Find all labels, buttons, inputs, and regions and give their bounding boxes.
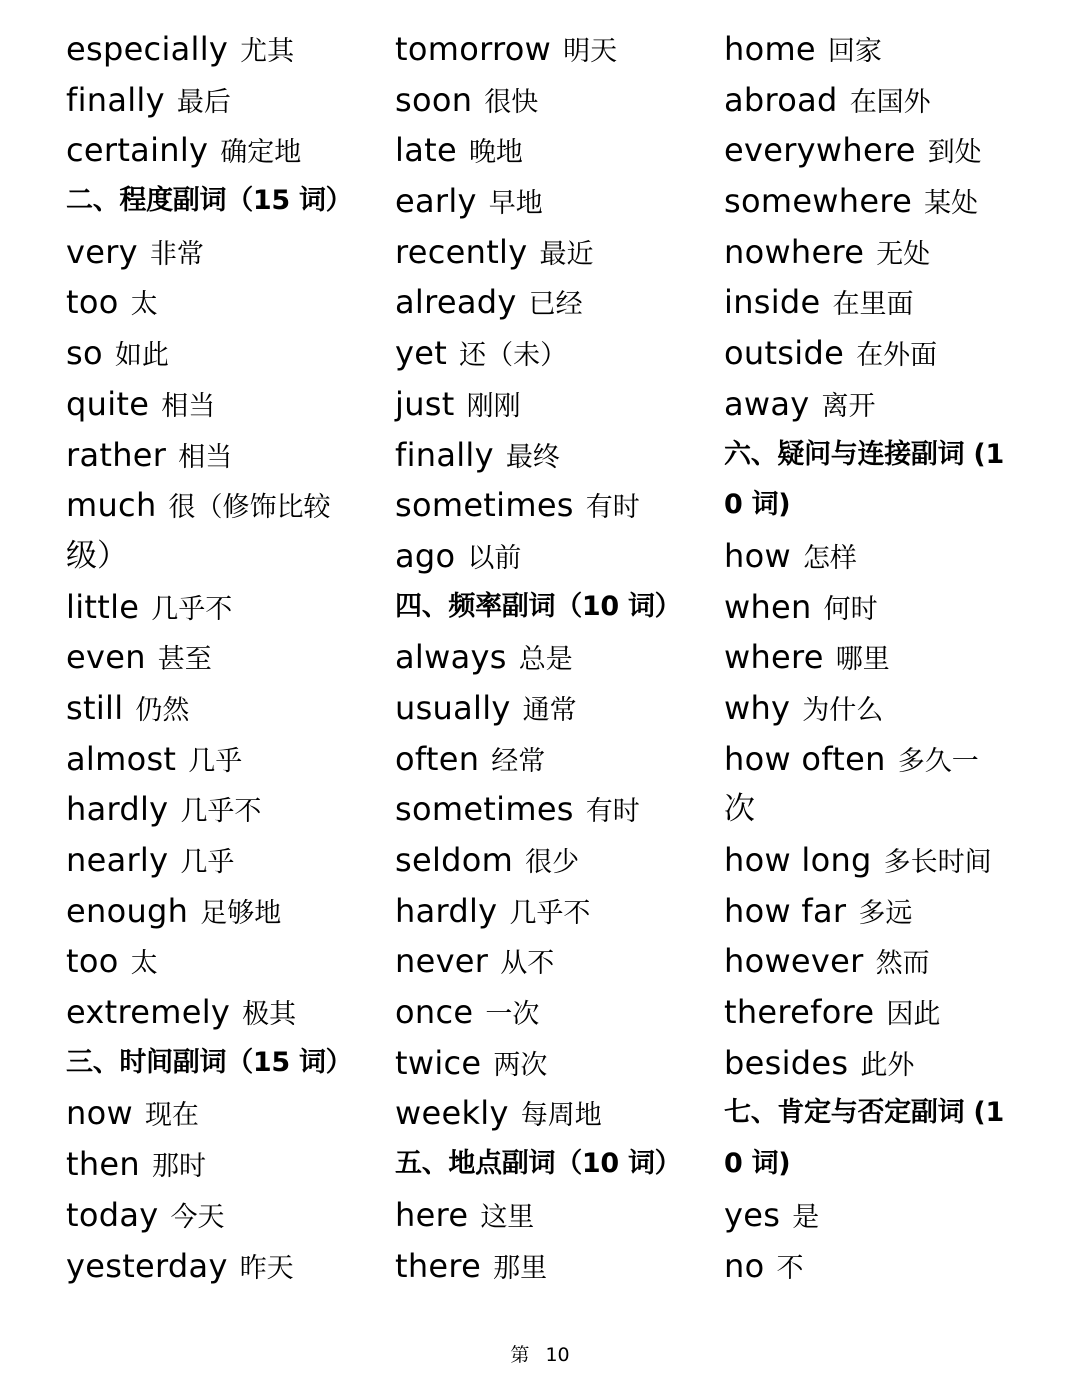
vocab-entry	[395, 480, 695, 531]
english-word: tomorrow	[395, 30, 552, 68]
vocab-entry	[724, 683, 1024, 734]
english-word: then	[66, 1145, 140, 1184]
english-word: away	[724, 384, 810, 423]
english-word: yes	[724, 1195, 781, 1234]
english-word: when	[724, 587, 812, 626]
vocab-entry	[66, 480, 366, 531]
vocab-entry	[66, 227, 366, 278]
chinese-meaning: 明天	[563, 36, 618, 67]
english-word: almost	[66, 739, 177, 778]
page-prefix: 第	[510, 1344, 530, 1366]
vocab-entry	[724, 328, 1024, 379]
chinese-meaning: 几乎不	[509, 897, 591, 929]
english-word: quite	[66, 384, 150, 423]
vocab-entry	[724, 632, 1024, 683]
english-word: hardly	[66, 790, 169, 829]
chinese-meaning: 几乎	[188, 745, 243, 777]
chinese-meaning: 在里面	[832, 289, 914, 321]
english-word: why	[724, 688, 791, 727]
english-word: sometimes	[395, 790, 574, 829]
chinese-meaning: 如此	[114, 340, 169, 372]
vocab-entry	[724, 1038, 1024, 1089]
chinese-meaning: 晚地	[468, 137, 523, 169]
vocab-entry	[395, 277, 695, 328]
chinese-meaning: 在国外	[849, 86, 931, 118]
english-word: rather	[66, 435, 167, 474]
english-word: how often	[724, 739, 886, 778]
chinese-meaning: 因此	[886, 999, 941, 1031]
vocab-entry	[724, 176, 1024, 227]
english-word: yesterday	[66, 1246, 228, 1285]
english-word: inside	[724, 283, 821, 322]
chinese-meaning: 这里	[480, 1201, 535, 1233]
chinese-meaning: 刚刚	[466, 390, 521, 422]
english-word: no	[724, 1246, 765, 1285]
chinese-meaning: 是	[792, 1201, 820, 1233]
vocab-entry	[66, 125, 366, 176]
section-heading: 二、程度副词（15 词）	[66, 185, 353, 217]
chinese-meaning: 还（未）	[459, 340, 568, 372]
vocab-entry	[66, 835, 366, 886]
vocab-entry	[724, 936, 1024, 987]
vocab-entry	[724, 1190, 1024, 1241]
english-word: where	[724, 638, 824, 677]
english-word: how far	[724, 891, 847, 930]
chinese-meaning: 太	[130, 948, 158, 980]
english-word: recently	[395, 232, 528, 271]
chinese-meaning: 很（修饰比较	[168, 492, 331, 524]
chinese-meaning: 多长时间	[883, 847, 992, 878]
chinese-meaning: 有时	[585, 492, 640, 524]
chinese-meaning: 极其	[242, 999, 297, 1031]
vocab-entry	[395, 430, 695, 481]
english-word: seldom	[395, 841, 514, 879]
vocab-entry	[724, 886, 1024, 937]
english-word: hardly	[395, 891, 498, 930]
english-word: very	[66, 232, 138, 271]
chinese-meaning: 最终	[505, 441, 560, 473]
chinese-meaning: 那时	[152, 1151, 206, 1183]
vocab-entry	[395, 683, 695, 734]
english-word: always	[395, 638, 507, 677]
english-word: too	[66, 942, 119, 981]
chinese-meaning: 相当	[161, 390, 216, 422]
chinese-meaning: 很快	[484, 86, 539, 118]
vocab-entry	[395, 1241, 695, 1292]
chinese-meaning: 到处	[927, 137, 982, 169]
chinese-meaning: 相当	[178, 441, 233, 473]
english-word: nearly	[66, 841, 169, 879]
english-word: ago	[395, 536, 456, 575]
vocab-entry	[395, 835, 695, 886]
vocab-entry	[395, 227, 695, 278]
vocab-entry	[66, 886, 366, 937]
vocab-entry	[395, 379, 695, 430]
chinese-meaning: 仍然	[135, 694, 190, 726]
chinese-meaning: 哪里	[835, 644, 890, 676]
chinese-meaning: 多远	[858, 897, 913, 929]
english-word: even	[66, 638, 146, 677]
english-word: how long	[724, 841, 872, 879]
vocab-entry	[66, 987, 366, 1038]
chinese-meaning: 一次	[485, 999, 540, 1031]
chinese-meaning: 太	[130, 289, 158, 321]
english-word: much	[66, 486, 157, 525]
english-word: yet	[395, 334, 448, 373]
page-footer	[0, 1340, 1080, 1367]
english-word: so	[66, 334, 103, 373]
chinese-meaning: 在外面	[856, 340, 938, 372]
chinese-meaning: 尤其	[240, 36, 295, 67]
english-word: little	[66, 587, 140, 626]
vocab-entry	[66, 1139, 366, 1190]
english-word: certainly	[66, 131, 209, 170]
section-heading: 五、地点副词（10 词）	[395, 1148, 682, 1180]
chinese-meaning: 某处	[924, 188, 979, 220]
column-1	[66, 24, 366, 1291]
vocab-entry	[724, 734, 1024, 785]
english-word: early	[395, 182, 477, 221]
vocab-entry	[724, 531, 1024, 582]
chinese-meaning: 不	[776, 1252, 804, 1284]
chinese-meaning: 何时	[823, 593, 878, 625]
english-word: extremely	[66, 993, 231, 1032]
english-word: especially	[66, 30, 229, 68]
vocab-entry	[395, 1190, 695, 1241]
chinese-meaning: 怎样	[802, 542, 857, 574]
chinese-meaning: 几乎	[180, 847, 235, 878]
vocab-entry	[66, 632, 366, 683]
section-heading: 三、时间副词（15 词）	[66, 1046, 353, 1078]
vocab-entry	[724, 835, 1024, 886]
vocab-entry	[724, 582, 1024, 633]
chinese-meaning: 为什么	[802, 694, 884, 726]
vocab-entry	[724, 277, 1024, 328]
english-word: finally	[66, 80, 165, 119]
chinese-meaning: 几乎不	[151, 593, 233, 625]
vocab-entry	[724, 379, 1024, 430]
chinese-meaning: 此外	[860, 1049, 915, 1081]
english-word: nowhere	[724, 232, 865, 271]
column-2	[395, 24, 695, 1291]
chinese-meaning: 今天	[170, 1201, 225, 1233]
english-word: once	[395, 993, 474, 1032]
english-word: just	[395, 384, 455, 423]
chinese-meaning: 早地	[488, 188, 543, 220]
english-word: never	[395, 942, 489, 981]
vocab-entry	[66, 936, 366, 987]
english-word: finally	[395, 435, 494, 474]
english-word: weekly	[395, 1094, 509, 1133]
english-word: therefore	[724, 993, 875, 1032]
chinese-meaning: 已经	[528, 289, 583, 321]
section-heading: 六、疑问与连接副词 (1	[724, 438, 1004, 470]
vocab-entry	[395, 531, 695, 582]
section-heading: 0 词)	[724, 1148, 791, 1180]
vocab-entry	[395, 75, 695, 126]
vocab-entry	[395, 1038, 695, 1089]
vocab-entry	[395, 734, 695, 785]
vocab-entry	[66, 379, 366, 430]
english-word: soon	[395, 80, 473, 119]
vocab-entry	[395, 176, 695, 227]
english-word: twice	[395, 1043, 482, 1082]
english-word: somewhere	[724, 182, 913, 221]
english-word: how	[724, 536, 791, 575]
vocab-entry	[724, 1241, 1024, 1292]
chinese-meaning: 两次	[493, 1049, 548, 1081]
vocab-entry	[395, 632, 695, 683]
chinese-meaning: 几乎不	[180, 796, 262, 828]
vocab-entry	[395, 1088, 695, 1139]
english-word: now	[66, 1094, 133, 1133]
chinese-meaning: 现在	[144, 1100, 199, 1132]
chinese-meaning: 最近	[539, 238, 594, 270]
vocab-entry	[66, 734, 366, 785]
english-word: too	[66, 283, 119, 322]
chinese-meaning: 以前	[467, 542, 522, 574]
vocab-entry	[66, 277, 366, 328]
page-number: 10	[545, 1344, 570, 1366]
section-heading: 七、肯定与否定副词 (1	[724, 1097, 1004, 1129]
chinese-meaning: 最后	[176, 86, 231, 118]
chinese-meaning: 经常	[491, 745, 546, 777]
english-word: already	[395, 283, 517, 322]
vocab-entry	[66, 683, 366, 734]
vocab-entry	[724, 987, 1024, 1038]
english-word: today	[66, 1195, 159, 1234]
english-word: late	[395, 131, 457, 170]
chinese-meaning: 回家	[827, 36, 882, 67]
english-word: still	[66, 688, 124, 727]
chinese-meaning: 从不	[500, 948, 555, 980]
english-word: often	[395, 739, 480, 778]
english-word: everywhere	[724, 131, 916, 170]
column-3	[724, 24, 1024, 1291]
chinese-meaning: 离开	[821, 390, 876, 422]
vocab-entry	[724, 75, 1024, 126]
vocab-entry	[66, 24, 366, 75]
continuation-line: 次	[724, 791, 755, 828]
chinese-meaning: 有时	[585, 796, 640, 828]
chinese-meaning: 总是	[518, 644, 573, 676]
vocab-entry	[66, 1088, 366, 1139]
chinese-meaning: 足够地	[200, 897, 282, 929]
english-word: sometimes	[395, 486, 574, 525]
chinese-meaning: 那里	[493, 1252, 548, 1284]
vocab-entry	[395, 886, 695, 937]
vocab-entry	[724, 125, 1024, 176]
english-word: home	[724, 30, 816, 68]
chinese-meaning: 每周地	[520, 1100, 602, 1132]
chinese-meaning: 甚至	[157, 644, 212, 676]
section-heading: 四、频率副词（10 词）	[395, 590, 682, 622]
chinese-meaning: 多久一	[897, 745, 979, 777]
vocab-entry	[395, 784, 695, 835]
chinese-meaning: 很少	[525, 847, 580, 878]
chinese-meaning: 昨天	[239, 1252, 294, 1284]
section-heading: 0 词)	[724, 489, 791, 521]
chinese-meaning: 然而	[875, 948, 930, 980]
english-word: however	[724, 942, 864, 981]
vocab-entry	[395, 24, 695, 75]
english-word: besides	[724, 1043, 849, 1082]
english-word: there	[395, 1246, 482, 1285]
continuation-line: 级）	[66, 537, 128, 574]
vocab-entry	[395, 936, 695, 987]
english-word: abroad	[724, 80, 838, 119]
vocab-entry	[66, 1190, 366, 1241]
vocab-entry	[66, 430, 366, 481]
english-word: here	[395, 1195, 469, 1234]
vocab-entry	[66, 75, 366, 126]
chinese-meaning: 确定地	[220, 137, 302, 169]
chinese-meaning: 非常	[149, 238, 204, 270]
vocab-entry	[66, 1241, 366, 1292]
vocab-entry	[66, 328, 366, 379]
english-word: usually	[395, 688, 511, 727]
chinese-meaning: 通常	[522, 694, 577, 726]
vocab-entry	[66, 582, 366, 633]
vocab-entry	[395, 125, 695, 176]
vocab-entry	[395, 328, 695, 379]
vocab-entry	[724, 24, 1024, 75]
english-word: outside	[724, 334, 845, 373]
vocab-entry	[724, 227, 1024, 278]
vocab-entry	[395, 987, 695, 1038]
vocab-entry	[66, 784, 366, 835]
english-word: enough	[66, 891, 189, 930]
chinese-meaning: 无处	[876, 238, 931, 270]
